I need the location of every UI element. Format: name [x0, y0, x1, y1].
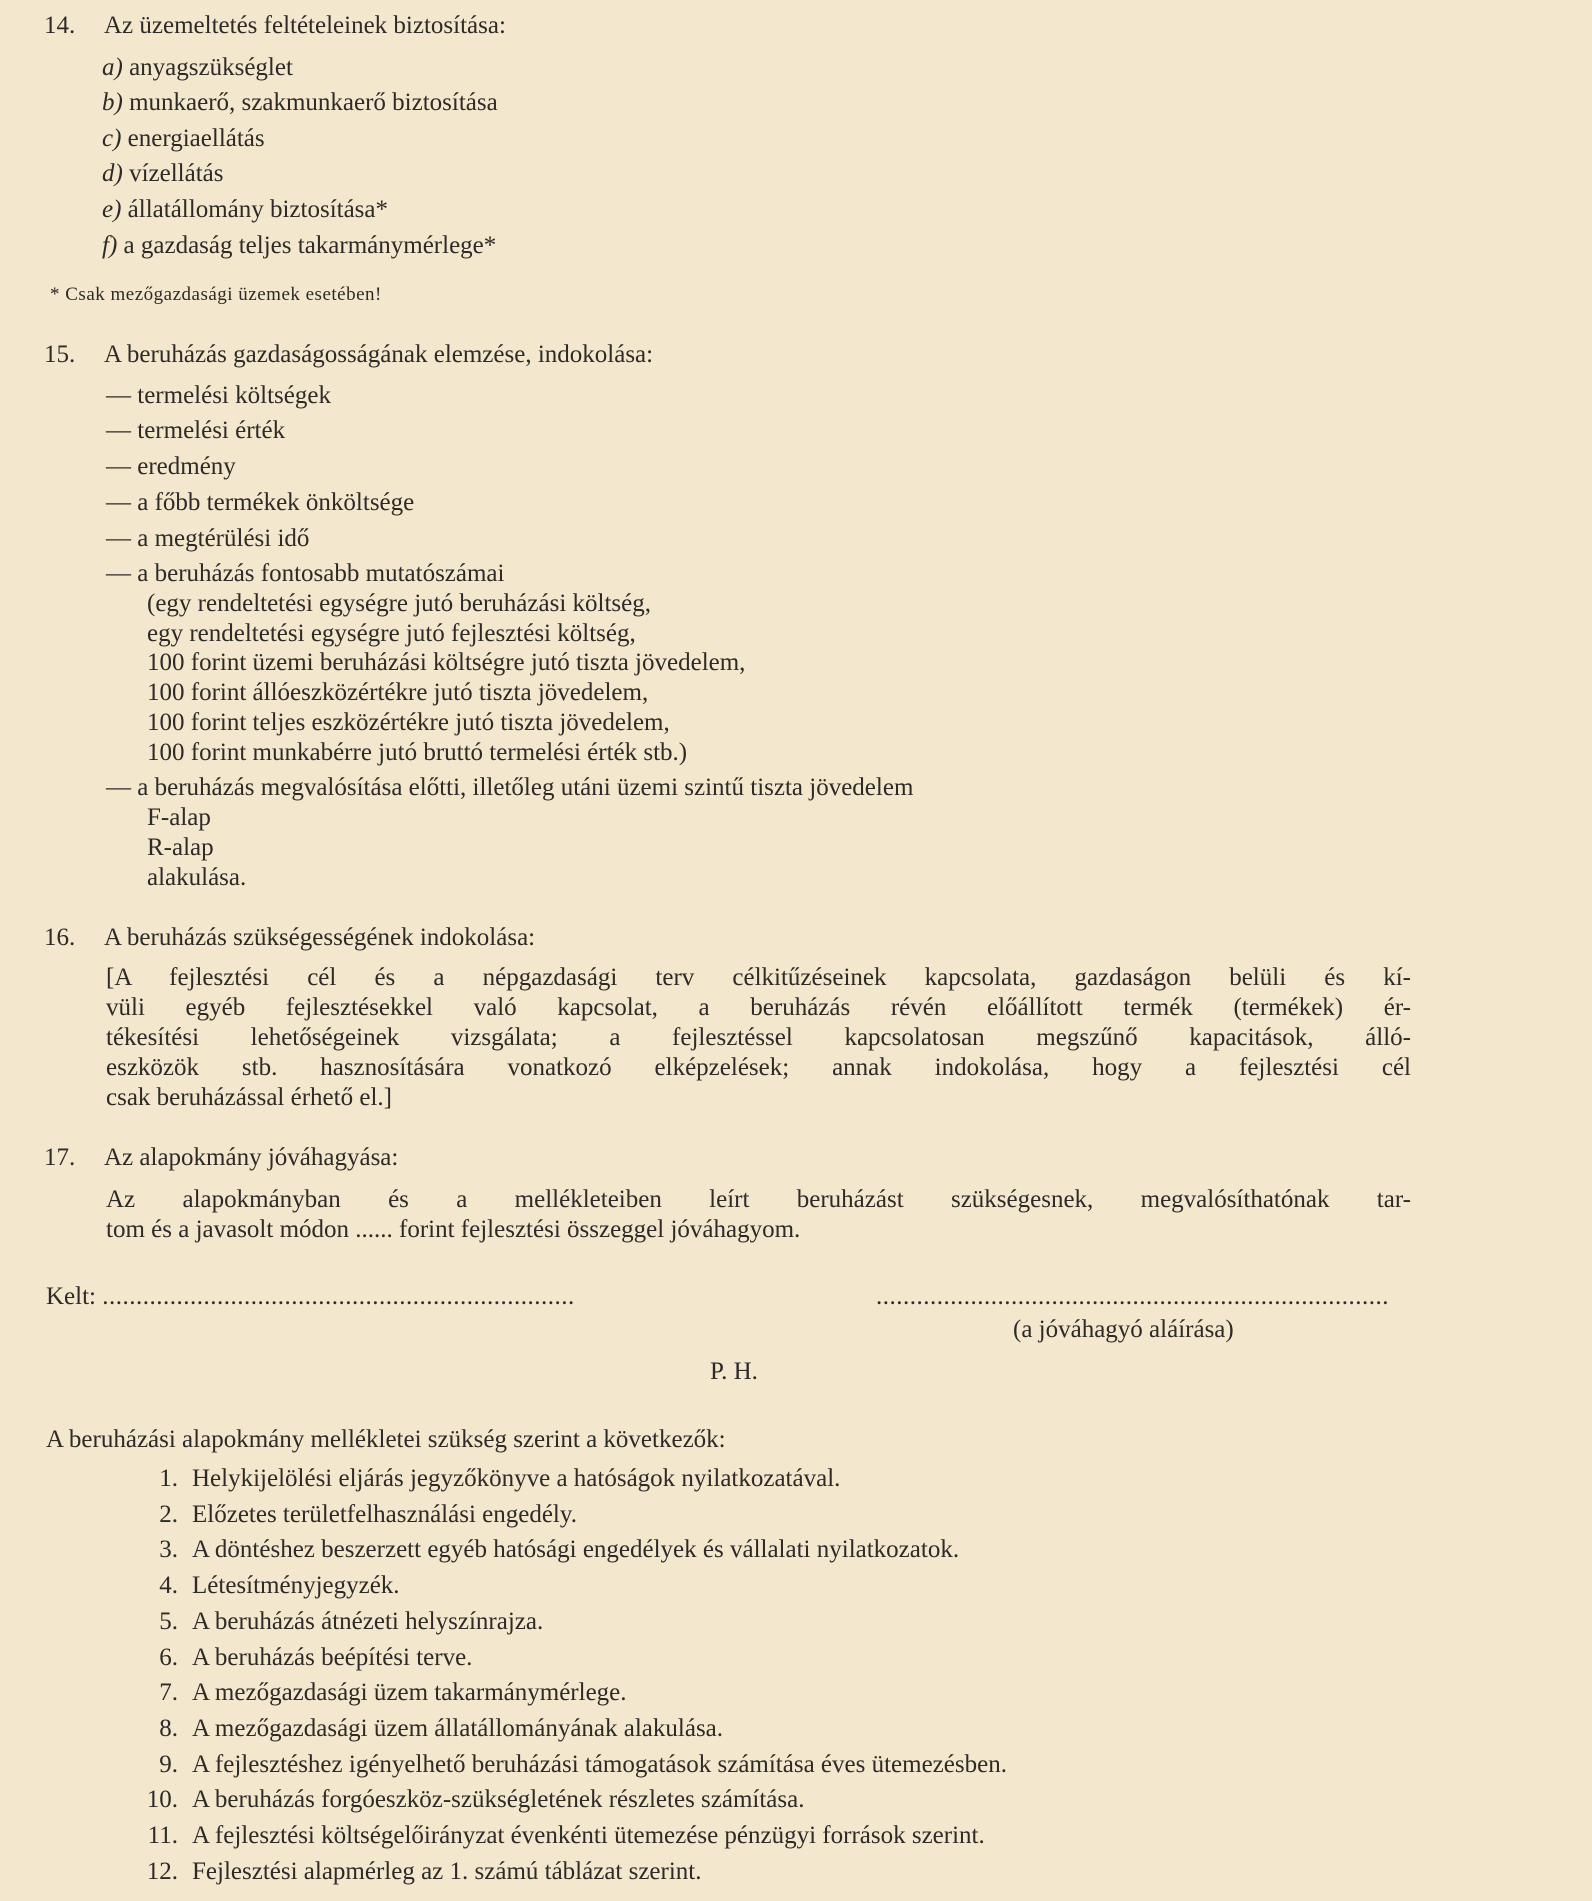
list-item: — a megtérülési idő [106, 525, 310, 552]
paragraph-line: Az alapokmányban és a mellékleteiben leírt beruházást szükségesnek, megvalósíthatónak tar- [106, 1186, 1411, 1213]
list-item: — termelési érték [106, 417, 286, 444]
list-item: f) a gazdaság teljes takarmánymérlege* [102, 232, 497, 259]
list-subline: alakulása. [147, 864, 247, 891]
stamp-ph: P. H. [710, 1358, 758, 1385]
footnote: * Csak mezőgazdasági üzemek esetében! [50, 284, 382, 305]
list-item: b) munkaerő, szakmunkaerő biztosítása [102, 89, 498, 116]
list-item: a) anyagszükséglet [102, 54, 293, 81]
annex-item: 11. A fejlesztési költségelőirányzat évenkénti ütemezése pénzügyi források szerint. [147, 1822, 985, 1849]
list-subline: R-alap [147, 834, 214, 861]
annex-item: 10. A beruházás forgóeszköz-szükségletének részletes számítása. [146, 1786, 805, 1813]
list-item: — termelési költségek [106, 382, 331, 409]
section-number: 14. [44, 12, 76, 39]
section-number: 17. [44, 1144, 76, 1171]
signature-caption: (a jóváhagyó aláírása) [1013, 1316, 1234, 1343]
paragraph-line: vüli egyéb fejlesztésekkel való kapcsolat, a beruházás révén előállított termék (termékek) ér- [106, 994, 1411, 1021]
list-item: — a beruházás megvalósítása előtti, illetőleg utáni üzemi szintű tiszta jövedelem [106, 774, 914, 801]
annex-item: 3. A döntéshez beszerzett egyéb hatósági engedélyek és vállalati nyilatkozatok. [159, 1536, 960, 1563]
section-15-heading [44, 340, 653, 370]
list-item: — eredmény [106, 453, 236, 480]
annex-item: 8. A mezőgazdasági üzem állatállományának alakulása. [159, 1715, 724, 1742]
section-title: A beruházás szükségességének indokolása: [104, 924, 536, 951]
section-title: A beruházás gazdaságosságának elemzése, indokolása: [104, 341, 654, 368]
annex-item: 5. A beruházás átnézeti helyszínrajza. [159, 1608, 544, 1635]
annex-item: 6. A beruházás beépítési terve. [159, 1644, 473, 1671]
annex-item: 12. Fejlesztési alapmérleg az 1. számú táblázat szerint. [146, 1858, 702, 1885]
annex-item: 4. Létesítményjegyzék. [159, 1572, 400, 1599]
annex-item: 1. Helykijelölési eljárás jegyzőkönyve a hatóságok nyilatkozatával. [159, 1465, 841, 1492]
paragraph-line: [A fejlesztési cél és a népgazdasági terv célkitűzéseinek kapcsolata, gazdaságon belüli és kí- [106, 964, 1411, 991]
list-item: d) vízellátás [102, 160, 224, 187]
annexes-intro: A beruházási alapokmány mellékletei szükség szerint a következők: [46, 1426, 726, 1453]
section-16-heading [44, 923, 535, 953]
paragraph-line: tom és a javasolt módon ...... forint fejlesztési összeggel jóváhagyom. [106, 1216, 801, 1243]
annex-item: 7. A mezőgazdasági üzem takarmánymérlege. [159, 1679, 627, 1706]
signature-line: ............................................................................ [876, 1283, 1389, 1310]
section-14-heading [44, 11, 506, 41]
annex-item: 2. Előzetes területfelhasználási engedély. [159, 1501, 577, 1528]
paragraph-line: csak beruházással érhető el.] [106, 1084, 392, 1111]
list-subline: 100 forint munkabérre jutó bruttó termelési érték stb.) [147, 739, 688, 766]
paragraph-line: tékesítési lehetőségeinek vizsgálata; a fejlesztéssel kapcsolatosan megszűnő kapacitások, álló- [106, 1024, 1411, 1051]
section-title: Az alapokmány jóváhagyása: [104, 1144, 399, 1171]
section-number: 16. [44, 924, 76, 951]
annex-item: 9. A fejlesztéshez igényelhető beruházási támogatások számítása éves ütemezésben. [159, 1751, 1007, 1778]
section-17-heading [44, 1143, 398, 1173]
list-subline: (egy rendeltetési egységre jutó beruházási költség, [147, 590, 651, 617]
section-number: 15. [44, 341, 76, 368]
list-item: e) állatállomány biztosítása* [102, 196, 389, 223]
list-item: — a beruházás fontosabb mutatószámai [106, 560, 505, 587]
paragraph-line: eszközök stb. hasznosítására vonatkozó elképzelések; annak indokolása, hogy a fejlesztési cél [106, 1054, 1411, 1081]
list-item: — a főbb termékek önköltsége [106, 489, 415, 516]
list-item: c) energiaellátás [102, 125, 265, 152]
kelt-field [46, 1282, 575, 1312]
list-subline: 100 forint üzemi beruházási költségre jutó tiszta jövedelem, [147, 649, 746, 676]
kelt-dots: ...................................................................... [102, 1283, 575, 1310]
list-subline: F-alap [147, 804, 211, 831]
list-subline: 100 forint teljes eszközértékre jutó tiszta jövedelem, [147, 709, 670, 736]
list-subline: egy rendeltetési egységre jutó fejlesztési költség, [147, 620, 636, 647]
list-subline: 100 forint állóeszközértékre jutó tiszta jövedelem, [147, 679, 649, 706]
kelt-label: Kelt: [46, 1283, 96, 1310]
section-title: Az üzemeltetés feltételeinek biztosítása: [104, 12, 506, 39]
